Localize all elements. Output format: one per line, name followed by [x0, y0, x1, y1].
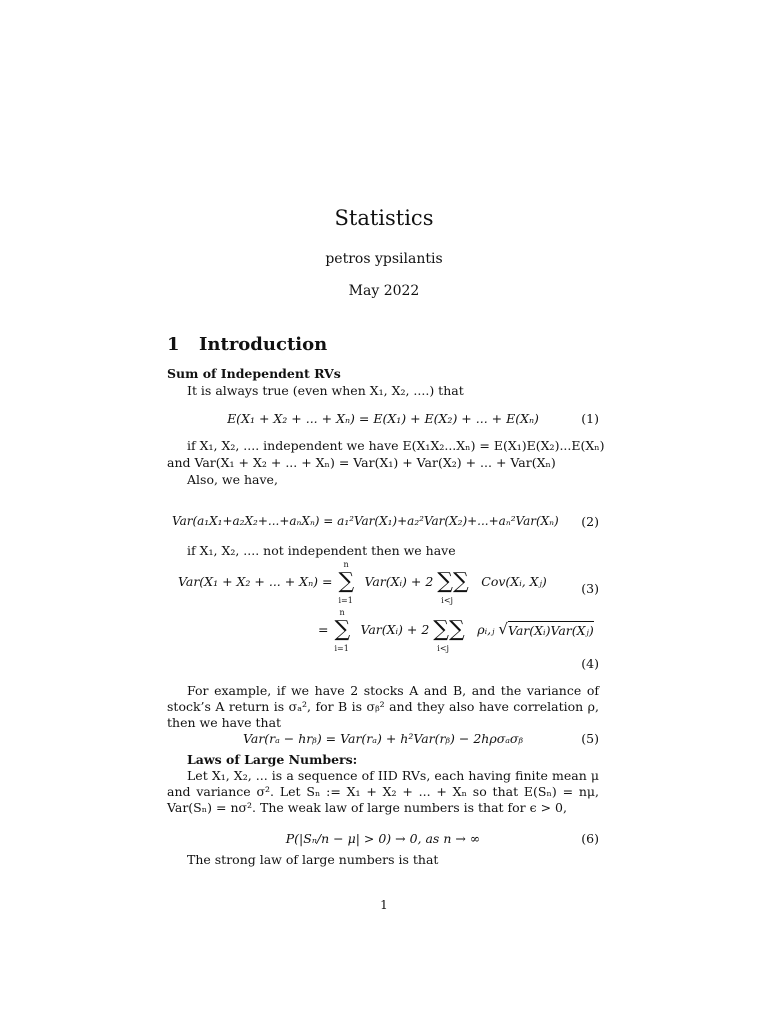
paragraph-independent-line1: if X₁, X₂, .... independent we have E(X₁X₂...Xₙ) = E(X₁)E(X₂)...E(Xₙ) — [187, 438, 605, 453]
document-author: petros ypsilantis — [325, 251, 443, 267]
paragraph-strong-law: The strong law of large numbers is that — [187, 852, 439, 867]
sum-lower-limit: i<j — [437, 644, 450, 653]
sigma-glyph: ∑ — [334, 617, 351, 642]
equation-3-number: (3) — [581, 581, 599, 596]
equation-4-sqrt-content: Var(Xᵢ)Var(Xⱼ) — [507, 622, 594, 638]
equation-4-rhs-part1: Var(Xᵢ) + 2 — [360, 621, 430, 637]
equation-4-rho: ρᵢ,ⱼ — [477, 621, 495, 637]
subsection-heading-large-numbers: Laws of Large Numbers: — [187, 752, 358, 767]
sum-upper-limit: n — [343, 560, 349, 569]
paragraph-intro: It is always true (even when X₁, X₂, ....) that — [187, 383, 464, 398]
page-number: 1 — [380, 898, 388, 912]
sum-lower-limit: i=1 — [334, 644, 349, 653]
equation-5-number: (5) — [581, 731, 599, 746]
section-heading — [167, 334, 327, 355]
equation-2-number: (2) — [581, 514, 599, 529]
double-summation-sign — [437, 566, 477, 605]
document-date: May 2022 — [348, 283, 420, 299]
sigma-glyph: ∑ — [338, 569, 355, 594]
equation-4 — [318, 608, 594, 654]
paragraph-also: Also, we have, — [187, 472, 278, 487]
equation-6: P(|Sₙ/n − μ| > 0) → 0, as n → ∞ — [285, 831, 481, 846]
sigma-glyph: ∑∑ — [437, 569, 469, 594]
double-summation-sign — [433, 614, 473, 653]
subsection-heading-sum: Sum of Independent RVs — [167, 366, 341, 381]
equation-3-rhs-part1: Var(Xᵢ) + 2 — [364, 573, 434, 589]
sum-lower-limit: i<j — [441, 596, 454, 605]
document-title: Statistics — [334, 206, 434, 230]
sigma-glyph: ∑∑ — [433, 617, 465, 642]
section-title: Introduction — [199, 334, 328, 355]
equation-6-number: (6) — [581, 831, 599, 846]
equation-3-lhs: Var(X₁ + X₂ + ... + Xₙ) = — [178, 573, 333, 589]
equation-1-number: (1) — [581, 411, 599, 426]
paragraph-independent-line2: and Var(X₁ + X₂ + ... + Xₙ) = Var(X₁) + Var(X₂) + ... + Var(Xₙ) — [167, 455, 556, 470]
equation-3 — [178, 560, 547, 606]
paragraph-lln: Let X₁, X₂, ... is a sequence of IID RVs, each having finite mean μ and variance σ². Let Sₙ := X₁ + X₂ + ... + Xₙ so that E(Sₙ) = nμ, Var(Sₙ) = nσ². The weak law of large numbers is that for ϵ > 0, — [167, 768, 599, 815]
equation-3-rhs-part2: Cov(Xᵢ, Xⱼ) — [481, 573, 547, 589]
sum-upper-limit: n — [339, 608, 345, 617]
equation-5: Var(rₐ − hrᵦ) = Var(rₐ) + h²Var(rᵦ) − 2hρσₐσᵦ — [242, 731, 524, 746]
sum-lower-limit: i=1 — [338, 596, 353, 605]
summation-sign — [332, 608, 356, 653]
paragraph-not-independent: if X₁, X₂, .... not independent then we have — [187, 543, 456, 558]
equation-2: Var(a₁X₁+a₂X₂+...+aₙXₙ) = a₁²Var(X₁)+a₂²Var(X₂)+...+aₙ²Var(Xₙ) — [172, 514, 559, 528]
summation-sign — [336, 560, 360, 605]
equation-1: E(X₁ + X₂ + ... + Xₙ) = E(X₁) + E(X₂) + ... + E(Xₙ) — [227, 411, 539, 426]
section-number: 1 — [167, 334, 180, 355]
equation-4-number: (4) — [581, 656, 599, 671]
paragraph-example: For example, if we have 2 stocks A and B, and the variance of stock’s A return is σₐ², for B is σᵦ² and they also have correlation ρ, then we have that — [167, 683, 599, 730]
equation-4-lhs: = — [318, 621, 329, 637]
sqrt-icon: √ — [498, 620, 508, 638]
